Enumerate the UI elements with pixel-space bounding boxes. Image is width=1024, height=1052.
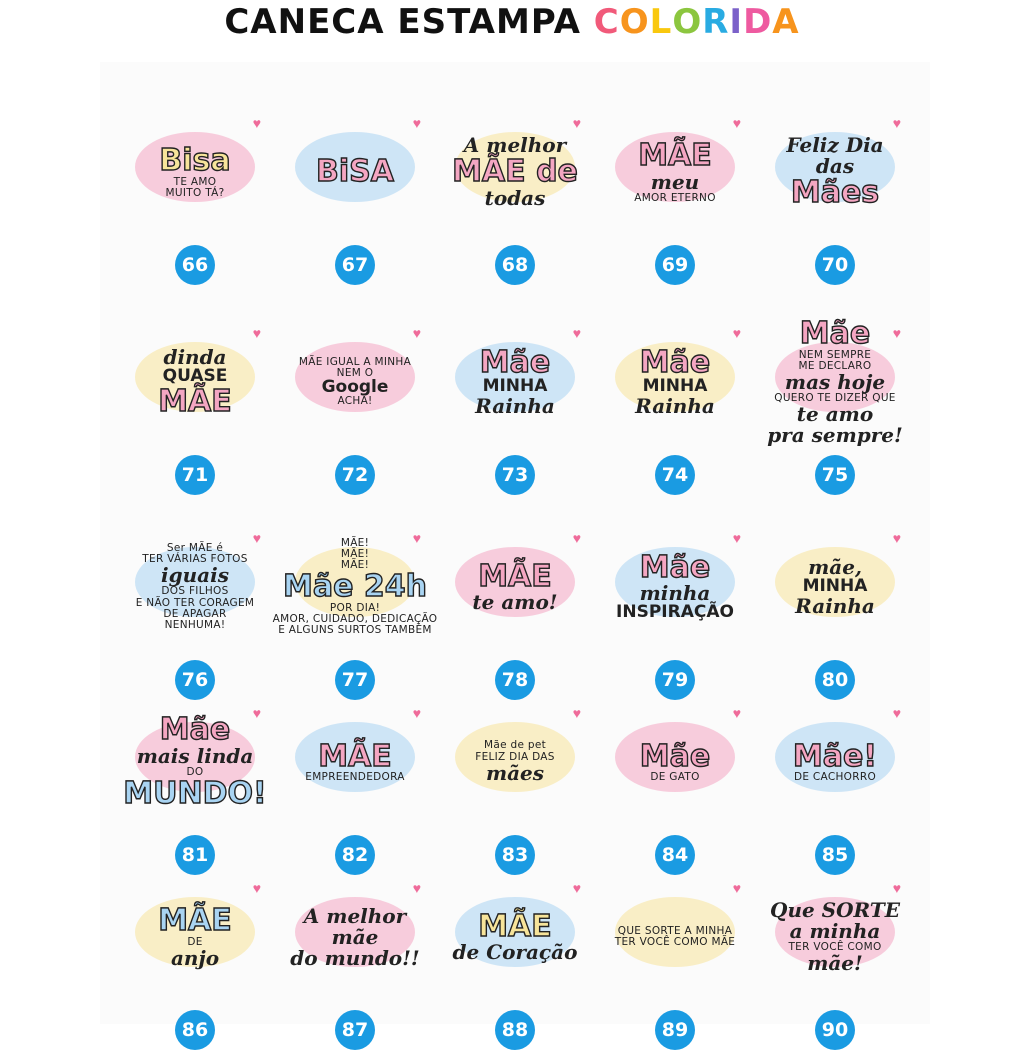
design-text: Mãe 24h [283, 569, 427, 605]
design-text: MÃE [638, 138, 712, 174]
design-text: de Coração [452, 940, 578, 965]
design-69[interactable] [595, 97, 755, 287]
design-text: MÃE IGUAL A MINHA [298, 355, 412, 368]
design-text: DE GATO [650, 771, 700, 784]
heart-icon: ♥ [892, 325, 901, 341]
title-letter: L [649, 2, 673, 42]
heart-icon: ♥ [412, 705, 421, 721]
design-number-badge: 72 [335, 455, 375, 495]
design-text: AMOR, CUIDADO, DEDICAÇÃO [272, 612, 438, 625]
design-text: TE AMO [173, 175, 217, 188]
design-text: te amo [796, 401, 874, 426]
design-text: pra sempre! [767, 422, 903, 447]
design-text: Bisa [159, 143, 231, 179]
design-83[interactable] [435, 687, 595, 877]
design-text: minha [639, 581, 711, 606]
design-artwork [435, 687, 595, 837]
design-text: MÃE [478, 908, 552, 944]
design-text: MÃE! [340, 559, 370, 572]
design-text: DO [186, 765, 204, 778]
design-text: Ser MÃE é [166, 542, 224, 555]
design-text: Mães [790, 175, 880, 211]
title-letter: D [743, 2, 773, 42]
design-number-badge: 85 [815, 835, 855, 875]
design-text: Mãe [159, 712, 231, 748]
design-text: Rainha [475, 394, 555, 419]
heart-icon: ♥ [732, 880, 741, 896]
design-text: mas hoje [784, 369, 886, 394]
design-text: MUITO TÁ? [165, 186, 225, 199]
heart-icon: ♥ [572, 325, 581, 341]
design-text: MÃE! [340, 537, 370, 550]
design-number-badge: 75 [815, 455, 855, 495]
design-text: TER VÁRIAS FOTOS [142, 553, 248, 566]
design-text: Mãe [639, 738, 711, 774]
title-colorful-word [594, 2, 800, 42]
design-artwork [435, 97, 595, 247]
design-artwork [275, 307, 435, 457]
design-81[interactable] [115, 687, 275, 877]
design-text: DE CACHORRO [793, 771, 877, 784]
design-number-badge: 68 [495, 245, 535, 285]
design-67[interactable] [275, 97, 435, 287]
design-66[interactable] [115, 97, 275, 287]
title-letter: O [619, 2, 650, 42]
design-number-badge: 76 [175, 660, 215, 700]
design-number-badge: 74 [655, 455, 695, 495]
design-text: ACHA! [337, 395, 373, 408]
design-78[interactable] [435, 512, 595, 702]
design-74[interactable] [595, 307, 755, 497]
design-text: DE [187, 935, 203, 948]
design-text: Mãe! [792, 738, 878, 774]
design-artwork [115, 307, 275, 457]
heart-icon: ♥ [892, 705, 901, 721]
heart-icon: ♥ [892, 530, 901, 546]
design-84[interactable] [595, 687, 755, 877]
heart-icon: ♥ [892, 880, 901, 896]
heart-icon: ♥ [252, 880, 261, 896]
heart-icon: ♥ [732, 530, 741, 546]
design-artwork [595, 307, 755, 457]
design-artwork [275, 687, 435, 837]
title-letter: I [729, 2, 744, 42]
title-letter: R [702, 2, 730, 42]
design-text: meu [650, 169, 700, 194]
title-letter: O [672, 2, 703, 42]
design-text: das [815, 154, 855, 179]
design-artwork [755, 97, 915, 247]
design-number-badge: 90 [815, 1010, 855, 1050]
page-title [0, 0, 1024, 44]
heart-icon: ♥ [412, 530, 421, 546]
title-letter: C [593, 2, 620, 42]
design-71[interactable] [115, 307, 275, 497]
design-grid [100, 62, 930, 1041]
design-number-badge: 81 [175, 835, 215, 875]
design-artwork [115, 862, 275, 1012]
design-number-badge: 71 [175, 455, 215, 495]
design-number-badge: 78 [495, 660, 535, 700]
design-number-badge: 69 [655, 245, 695, 285]
design-text: MINHA [802, 576, 868, 597]
design-number-badge: 66 [175, 245, 215, 285]
design-text: EMPREENDEDORA [305, 771, 405, 784]
design-text: mais linda [136, 743, 254, 768]
design-text: E NÃO TER CORAGEM [135, 596, 255, 609]
design-85[interactable] [755, 687, 915, 877]
heart-icon: ♥ [252, 325, 261, 341]
design-text: DE APAGAR [163, 607, 227, 620]
design-text: E ALGUNS SURTOS TAMBÉM [278, 623, 432, 636]
design-artwork [755, 687, 915, 837]
design-artwork [755, 307, 915, 457]
design-text: MÃE [158, 383, 232, 419]
design-text: TER VOCÊ COMO [788, 940, 882, 953]
design-text: DOS FILHOS [161, 585, 229, 598]
design-text: Feliz Dia [786, 133, 884, 158]
design-number-badge: 88 [495, 1010, 535, 1050]
heart-icon: ♥ [572, 880, 581, 896]
design-number-badge: 77 [335, 660, 375, 700]
design-text: a minha [789, 918, 881, 943]
design-number-badge: 70 [815, 245, 855, 285]
design-text: POR DIA! [329, 601, 381, 614]
design-artwork [755, 512, 915, 662]
design-75[interactable] [755, 307, 915, 497]
design-artwork [595, 862, 755, 1012]
design-number-badge: 83 [495, 835, 535, 875]
design-text: NENHUMA! [164, 618, 226, 631]
title-part1: CANECA ESTAMPA [224, 2, 581, 42]
design-text: Rainha [635, 394, 715, 419]
design-text: te amo! [472, 590, 558, 615]
design-text: FELIZ DIA DAS [475, 750, 555, 763]
design-text: QUERO TE DIZER QUE [774, 391, 896, 404]
design-80[interactable] [755, 512, 915, 702]
design-text: A melhor [463, 133, 567, 158]
design-artwork [115, 687, 275, 837]
design-text: AMOR ETERNO [634, 191, 716, 204]
design-text: Mãe [799, 316, 871, 352]
heart-icon: ♥ [892, 115, 901, 131]
design-artwork [115, 97, 275, 247]
design-number-badge: 87 [335, 1010, 375, 1050]
heart-icon: ♥ [252, 530, 261, 546]
design-text: MÃE de [452, 154, 578, 190]
design-text: A melhor [303, 903, 407, 928]
design-73[interactable] [435, 307, 595, 497]
design-text: dinda [163, 344, 227, 369]
design-text: NEM O [336, 366, 374, 379]
heart-icon: ♥ [412, 880, 421, 896]
design-artwork [435, 512, 595, 662]
design-number-badge: 79 [655, 660, 695, 700]
design-text: ME DECLARO [798, 359, 872, 372]
design-text: Mãe de pet [484, 739, 546, 752]
design-text: do mundo!! [290, 945, 420, 970]
design-text: NEM SEMPRE [798, 348, 872, 361]
design-number-badge: 82 [335, 835, 375, 875]
design-number-badge: 67 [335, 245, 375, 285]
design-text: Rainha [795, 593, 875, 618]
design-artwork [595, 97, 755, 247]
design-text: Google [321, 376, 389, 397]
design-76[interactable] [115, 512, 275, 702]
design-text: Mãe [639, 344, 711, 380]
design-text: mãe, [808, 555, 862, 580]
heart-icon: ♥ [732, 115, 741, 131]
heart-icon: ♥ [572, 530, 581, 546]
design-artwork [275, 862, 435, 1012]
design-number-badge: 89 [655, 1010, 695, 1050]
design-text: QUE SORTE A MINHA [617, 924, 733, 937]
design-72[interactable] [275, 307, 435, 497]
heart-icon: ♥ [252, 705, 261, 721]
design-artwork [275, 97, 435, 247]
design-artwork [435, 862, 595, 1012]
design-text: MÃE [478, 558, 552, 594]
design-text: INSPIRAÇÃO [616, 602, 734, 623]
title-letter: A [772, 2, 800, 42]
design-artwork [595, 687, 755, 837]
design-artwork [435, 307, 595, 457]
design-text: BiSA [316, 154, 394, 190]
design-text: QUASE [162, 365, 228, 386]
design-text: anjo [170, 945, 220, 970]
design-text: Mãe [479, 344, 551, 380]
design-artwork [755, 862, 915, 1012]
design-70[interactable] [755, 97, 915, 287]
design-text: MÃE [318, 738, 392, 774]
design-82[interactable] [275, 687, 435, 877]
design-text: Mãe [639, 549, 711, 585]
design-79[interactable] [595, 512, 755, 702]
design-text: iguais [161, 563, 229, 588]
design-text: MINHA [482, 376, 548, 397]
heart-icon: ♥ [732, 325, 741, 341]
design-77[interactable] [272, 512, 438, 702]
heart-icon: ♥ [412, 325, 421, 341]
heart-icon: ♥ [252, 115, 261, 131]
design-68[interactable] [435, 97, 595, 287]
design-number-badge: 86 [175, 1010, 215, 1050]
design-artwork [115, 512, 275, 662]
design-text: mães [485, 760, 545, 785]
heart-icon: ♥ [412, 115, 421, 131]
heart-icon: ♥ [732, 705, 741, 721]
heart-icon: ♥ [572, 705, 581, 721]
design-text: todas [484, 185, 546, 210]
design-text: mãe [331, 924, 379, 949]
design-text: mãe! [807, 951, 863, 975]
design-number-badge: 73 [495, 455, 535, 495]
design-text: MÃE! [340, 548, 370, 561]
heart-icon: ♥ [572, 115, 581, 131]
design-text: MUNDO! [123, 776, 267, 811]
design-text: MINHA [642, 376, 708, 397]
design-artwork [272, 512, 438, 662]
design-number-badge: 84 [655, 835, 695, 875]
design-text: TER VOCÊ COMO MÃE [614, 936, 736, 948]
design-text: MÃE [158, 903, 232, 939]
design-text: Que SORTE [770, 897, 900, 922]
design-artwork [595, 512, 755, 662]
design-number-badge: 80 [815, 660, 855, 700]
